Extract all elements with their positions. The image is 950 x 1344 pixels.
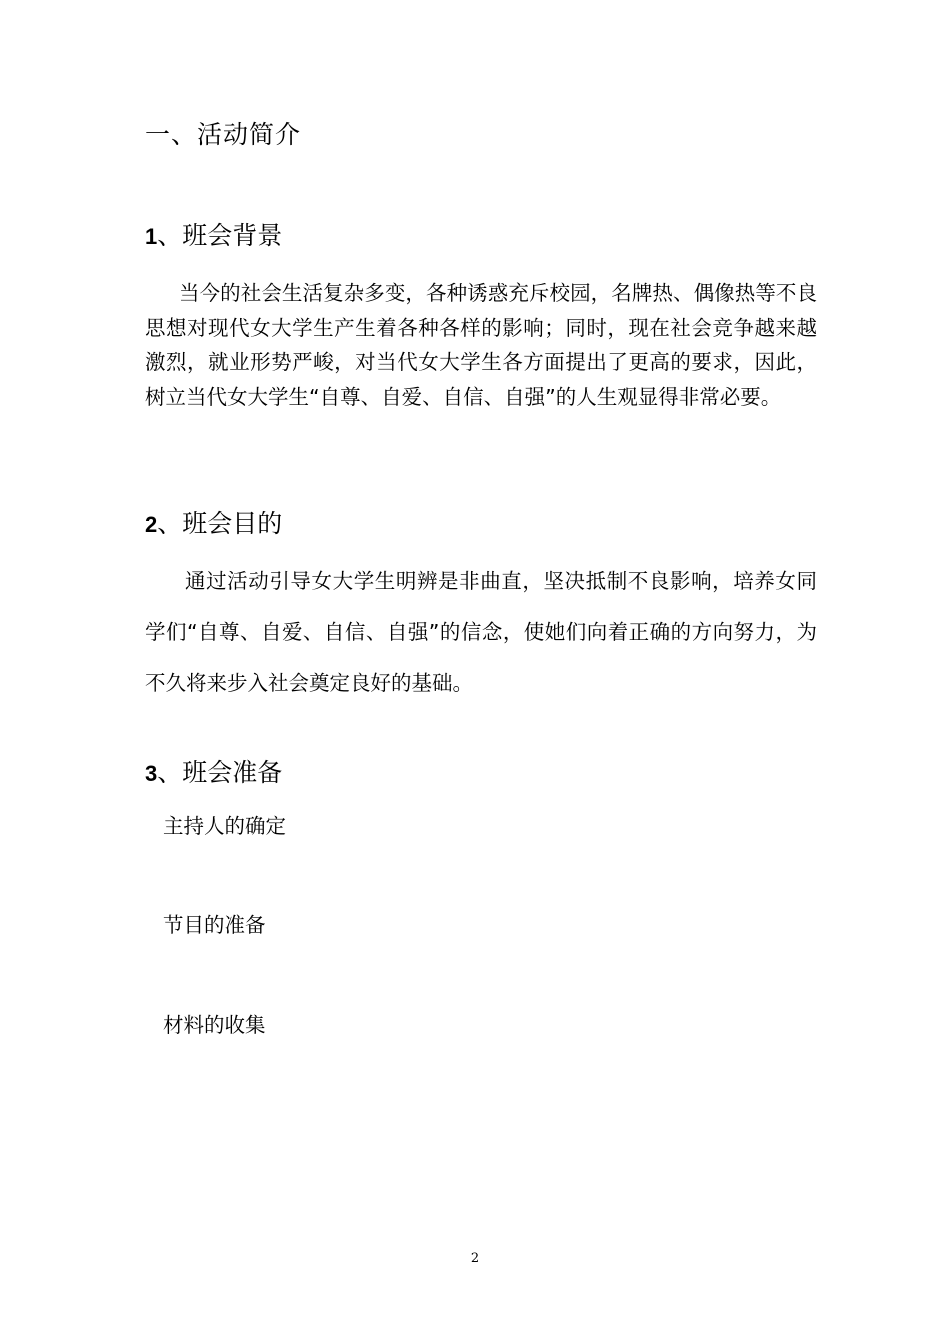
preparation-heading-number: 3 (145, 761, 158, 786)
background-heading (145, 216, 282, 252)
background-heading-title: 、班会背景 (157, 221, 283, 250)
preparation-heading-title: 、班会准备 (157, 758, 283, 787)
background-paragraph: 当今的社会生活复杂多变，各种诱惑充斥校园，名牌热、偶像热等不良思想对现代女大学生产生着各种各样的影响；同时，现在社会竞争越来越激烈，就业形势严峻，对当代女大学生各方面提出了更高的要求，因此，树立当代女大学生“自尊、自爱、自信、自强”的人生观显得非常必要。 (145, 281, 817, 409)
goal-heading-title: 、班会目的 (157, 509, 283, 538)
preparation-item-program: 节目的准备 (163, 913, 266, 937)
background-heading-number: 1 (145, 224, 158, 249)
preparation-heading (145, 753, 282, 789)
goal-heading-number: 2 (145, 512, 158, 537)
preparation-item-materials: 材料的收集 (163, 1013, 266, 1037)
page-number: 2 (470, 1251, 480, 1266)
goal-paragraph: 通过活动引导女大学生明辨是非曲直，坚决抵制不良影响，培养女同学们“自尊、自爱、自信、自强”的信念，使她们向着正确的方向努力，为不久将来步入社会奠定良好的基础。 (145, 569, 817, 695)
preparation-item-host: 主持人的确定 (163, 814, 286, 838)
section-one-heading: 一、活动简介 (145, 120, 302, 149)
goal-heading (145, 504, 282, 540)
